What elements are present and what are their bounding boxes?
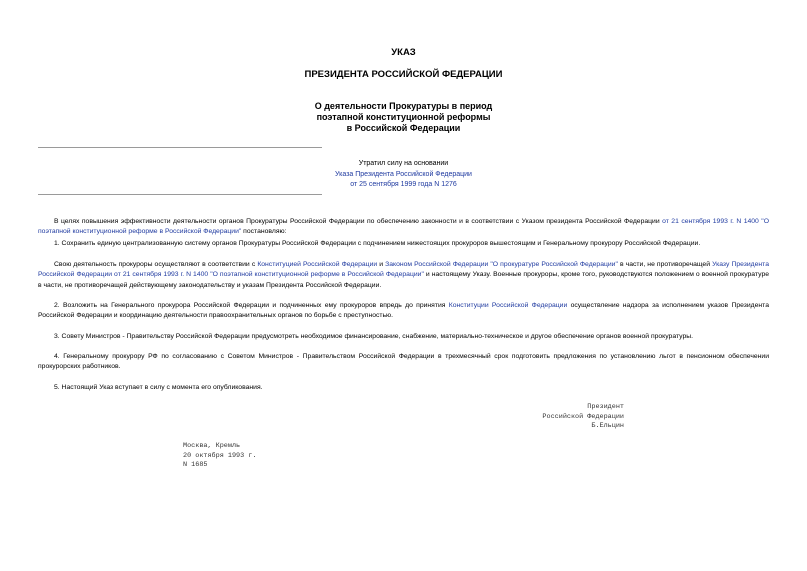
link-constitution[interactable]: Конституцией Российской Федерации [257, 261, 378, 268]
subject-line-3: в Российской Федерации [346, 123, 461, 133]
paragraph-3 [38, 332, 769, 342]
link-decree-1400[interactable]: Указу Президента Российской Федерации от 21 сентября 1993 г. N 1400 "О поэтапной конституционной реформе в Российской Федерации" [38, 261, 769, 279]
paragraph-4 [38, 352, 769, 373]
bottom-divider [38, 194, 322, 195]
p4-text-2: осуществление надзора за исполнением указов Президента Российской Федерации и координацию деятельности правоохранительных органов по борьбе с преступностью. [38, 302, 769, 320]
paragraph-1-text: 1. Сохранить единую централизованную систему органов Прокуратуры Российской Федерации с подчинением нижестоящих прокуроров вышестоящим и Генеральному прокурору Российской Федерации. [54, 240, 701, 247]
signature-line-2: Российской Федерации [542, 412, 624, 421]
status-note [0, 159, 807, 191]
signature-line-3: Б.Ельцин [591, 422, 624, 431]
number-line: N 1685 [183, 461, 208, 470]
signature-block [542, 403, 624, 432]
paragraph-1 [38, 239, 769, 249]
preamble-text-end: постановляю: [241, 228, 287, 236]
subject-line-1: О деятельности Прокуратуры в период [314, 101, 493, 111]
link-constitution-2[interactable]: Конституции Российской Федерации [448, 302, 568, 309]
signature-line-1: Президент [587, 403, 624, 411]
paragraph-2 [38, 301, 769, 322]
p3-text-4: и настоящему Указу. Военные прокуроры, кроме того, руководствуются положением о военной прокуратуре в части, не противоречащей действующему законодательству и указам Президента Российской Федерации. [38, 271, 770, 289]
date-line: 20 октября 1993 г. [183, 451, 257, 460]
paragraph-4-text: 4. Генеральному прокурору РФ по согласованию с Советом Министров - Правительством Российской Федерации в трехмесячный срок подготовить предложения по установлению льгот в пенсионном обеспечении прокурорских работников. [38, 353, 769, 371]
doc-subject [0, 101, 807, 134]
place-date-block [183, 442, 256, 471]
doc-issuer: ПРЕЗИДЕНТА РОССИЙСКОЙ ФЕДЕРАЦИИ [304, 69, 503, 80]
paragraph-5 [38, 383, 769, 393]
status-link-date[interactable]: от 25 сентября 1999 года N 1276 [350, 181, 457, 188]
preamble-text: В целях повышения эффективности деятельности органов Прокуратуры Российской Федерации по обеспечению законности и в соответствии с Указом президента Российской Федерации [54, 218, 663, 225]
paragraph-5-text: 5. Настоящий Указ вступает в силу с момента его опубликования. [54, 384, 263, 391]
doc-title: УКАЗ [391, 47, 416, 58]
paragraph-preamble [38, 217, 769, 238]
p3-text-3: в части, не противоречащей [617, 261, 713, 268]
top-divider [38, 147, 322, 148]
status-link-decree[interactable]: Указа Президента Российской Федерации [335, 170, 472, 178]
status-line-1: Утратил силу на основании [358, 160, 449, 167]
paragraph-1-cont [38, 260, 769, 291]
p4-text-1: 2. Возложить на Генерального прокурора Российской Федерации и подчиненных ему прокуроров впредь до принятия [54, 302, 449, 309]
paragraph-3-text: 3. Совету Министров - Правительству Российской Федерации предусмотреть необходимое финансирование, снабжение, материально-техническое и другое обеспечение органов военной прокуратуры. [54, 333, 694, 340]
link-prosecutor-law[interactable]: Законом Российской Федерации "О прокуратуре Российской Федерации" [385, 261, 618, 268]
p3-text-1: Свою деятельность прокуроры осуществляют в соответствии с [54, 261, 258, 268]
subject-line-2: поэтапной конституционной реформы [316, 112, 491, 122]
p3-text-2: и [377, 261, 386, 268]
preamble-link-decree-1400[interactable]: от 21 сентября 1993 г. N 1400 "О поэтапной конституционной реформе в Российской Федерации" [38, 218, 770, 236]
place-line: Москва, Кремль [183, 442, 241, 450]
